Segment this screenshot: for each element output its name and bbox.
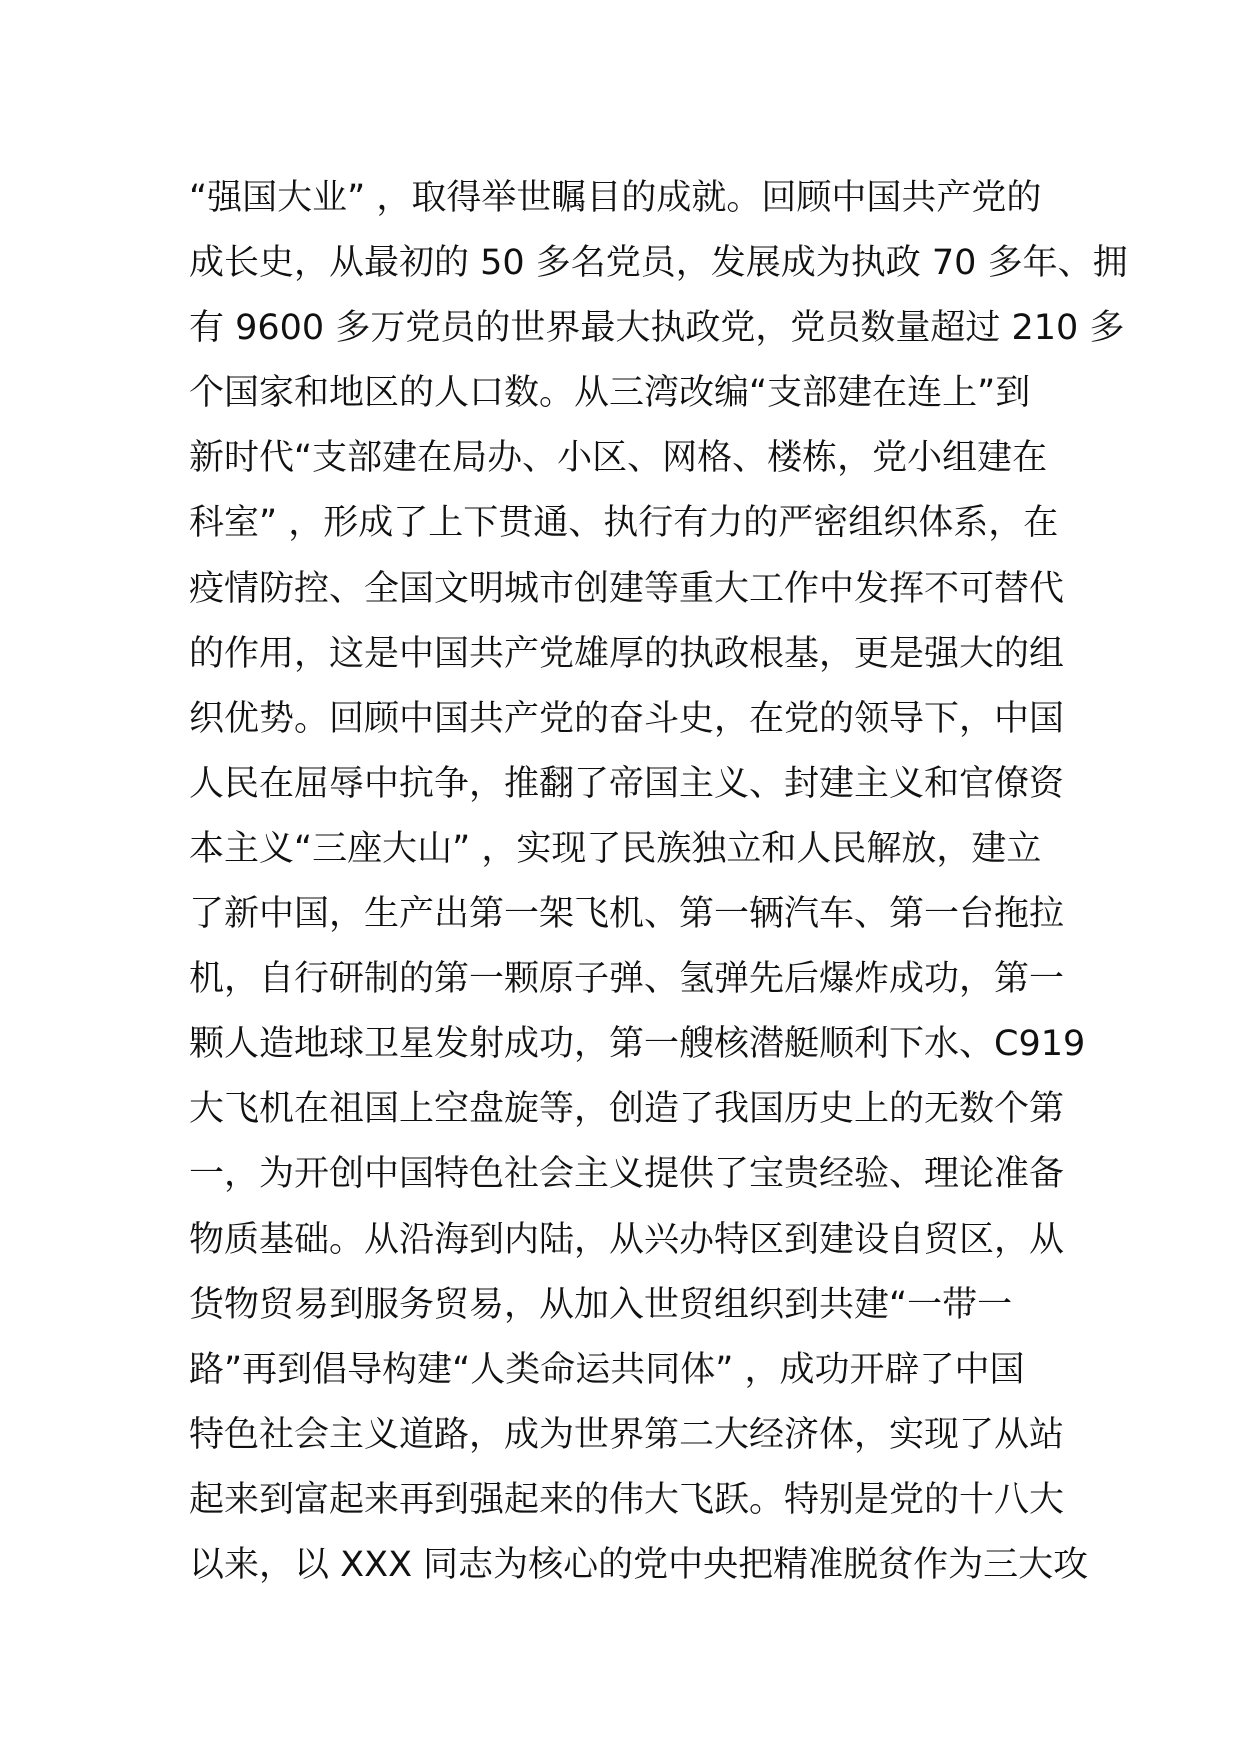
- text-line: 人民在屈辱中抗争，推翻了帝国主义、封建主义和官僚资: [189, 763, 1065, 804]
- text-line: 成长史，从最初的 50 多名党员，发展成为执政 70 多年、拥: [189, 243, 1128, 284]
- text-line: 有 9600 多万党员的世界最大执政党，党员数量超过 210 多: [189, 308, 1125, 349]
- text-line: 路”再到倡导构建“人类命运共同体” ，成功开辟了中国: [189, 1349, 1025, 1390]
- text-line: 个国家和地区的人口数。从三湾改编“支部建在连上”到: [189, 373, 1031, 414]
- text-line: 一，为开创中国特色社会主义提供了宝贵经验、理论准备: [189, 1154, 1065, 1195]
- text-line: 颗人造地球卫星发射成功，第一艘核潜艇顺利下水、C919: [189, 1024, 1086, 1065]
- text-line: 以来，以 XXX 同志为核心的党中央把精准脱贫作为三大攻: [189, 1544, 1089, 1585]
- text-line: 起来到富起来再到强起来的伟大飞跃。特别是党的十八大: [189, 1479, 1065, 1520]
- text-line: 特色社会主义道路，成为世界第二大经济体，实现了从站: [189, 1414, 1065, 1455]
- text-line: 科室” ，形成了上下贯通、执行有力的严密组织体系，在: [189, 503, 1059, 544]
- text-line: 疫情防控、全国文明城市创建等重大工作中发挥不可替代: [189, 568, 1065, 609]
- text-line: “强国大业” ，取得举世瞩目的成就。回顾中国共产党的: [189, 178, 1042, 218]
- text-line: 物质基础。从沿海到内陆，从兴办特区到建设自贸区，从: [189, 1219, 1065, 1260]
- text-line: 货物贸易到服务贸易，从加入世贸组织到共建“一带一: [189, 1284, 1013, 1325]
- text-line: 本主义“三座大山” ，实现了民族独立和人民解放，建立: [189, 828, 1042, 869]
- text-line: 了新中国，生产出第一架飞机、第一辆汽车、第一台拖拉: [189, 894, 1065, 935]
- text-line: 织优势。回顾中国共产党的奋斗史，在党的领导下，中国: [189, 698, 1065, 739]
- text-line: 大飞机在祖国上空盘旋等，创造了我国历史上的无数个第: [189, 1089, 1065, 1130]
- text-line: 机，自行研制的第一颗原子弹、氢弹先后爆炸成功，第一: [189, 959, 1065, 1000]
- body-paragraph: [189, 166, 1128, 1598]
- text-line: 新时代“支部建在局办、小区、网格、楼栋，党小组建在: [189, 438, 1048, 479]
- text-line: 的作用，这是中国共产党雄厚的执政根基，更是强大的组: [189, 633, 1065, 674]
